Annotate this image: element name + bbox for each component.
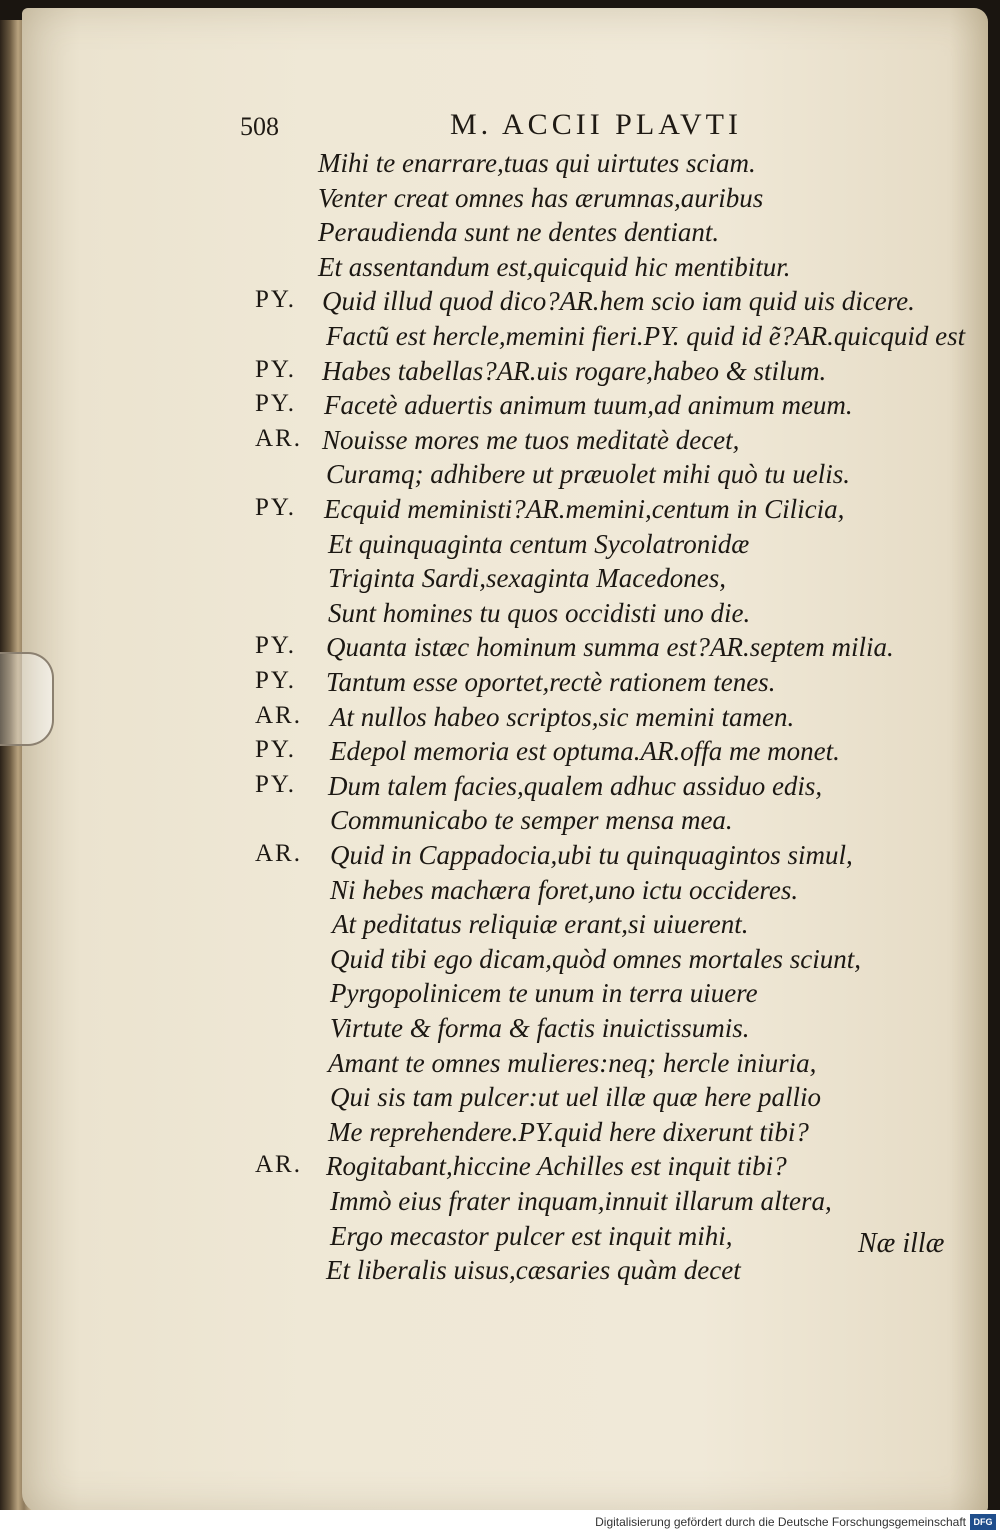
verse-text: Venter creat omnes has ærumnas,auribus — [318, 182, 764, 213]
verse-text: Virtute & forma & factis inuictissumis. — [330, 1013, 750, 1043]
verse-text: Immò eius frater inquam,innuit illarum altera, — [330, 1186, 832, 1216]
verse-line — [0, 1221, 1000, 1255]
verse-text: Tantum esse oportet,rectè rationem tenes. — [326, 667, 776, 697]
verse-line — [0, 1048, 1000, 1082]
verse-line — [0, 1186, 1000, 1220]
verse-line — [0, 356, 1000, 390]
verse-text: Edepol memoria est optuma.AR.offa me monet. — [330, 736, 840, 767]
verse-text: Sunt homines tu quos occidisti uno die. — [328, 597, 751, 628]
verse-line — [0, 183, 1000, 217]
verse-line — [0, 217, 1000, 251]
verse-text: Ni hebes machæra foret,uno ictu occideres. — [330, 874, 799, 905]
verse-line — [0, 148, 1000, 182]
verse-line — [0, 321, 1000, 355]
verse-line — [0, 978, 1000, 1012]
verse-line — [0, 632, 1000, 666]
verse-line — [0, 944, 1000, 978]
verse-text: Rogitabant,hiccine Achilles est inquit tibi? — [326, 1151, 787, 1182]
speaker-label: PY. — [255, 390, 296, 418]
speaker-label: PY. — [255, 770, 296, 798]
verse-line — [0, 702, 1000, 736]
page-number: 508 — [240, 112, 279, 141]
verse-text: Ecquid meministi?AR.memini,centum in Cilicia, — [324, 494, 845, 524]
verse-line — [0, 805, 1000, 839]
verse-text: Habes tabellas?AR.uis rogare,habeo & stilum. — [322, 355, 827, 386]
verse-line — [0, 252, 1000, 286]
verse-line — [0, 425, 1000, 459]
speaker-label: PY. — [255, 355, 296, 383]
verse-text: Peraudienda sunt ne dentes dentiant. — [318, 217, 720, 248]
footer-bar — [0, 1510, 1000, 1536]
verse-line — [0, 840, 1000, 874]
catchword: Næ illæ — [858, 1228, 945, 1259]
verse-text: Curamq; adhibere ut præuolet mihi quò tu uelis. — [326, 459, 850, 490]
verse-line — [0, 1013, 1000, 1047]
running-head: M. ACCII PLAVTI — [450, 108, 742, 141]
verse-line — [0, 529, 1000, 563]
verse-line — [0, 771, 1000, 805]
verse-line — [0, 286, 1000, 320]
verse-text: Quid illud quod dico?AR.hem scio iam quid uis dicere. — [322, 286, 915, 317]
speaker-label: AR. — [255, 701, 302, 729]
verse-line — [0, 1082, 1000, 1116]
verse-text: Mihi te enarrare,tuas qui uirtutes sciam. — [318, 148, 756, 178]
verse-text: Quanta istæc hominum summa est?AR.septem milia. — [326, 632, 894, 663]
footer-credit: Digitalisierung gefördert durch die Deutsche Forschungsgemeinschaft — [595, 1515, 966, 1529]
dfg-logo: DFG — [970, 1514, 996, 1530]
verse-line — [0, 459, 1000, 493]
speaker-label: PY. — [255, 494, 296, 521]
verse-text: Et liberalis uisus,cæsaries quàm decet — [326, 1255, 741, 1286]
verse-text: Pyrgopolinicem te unum in terra uiuere — [330, 978, 758, 1009]
verse-text: Nouisse mores me tuos meditatè decet, — [322, 424, 740, 455]
speaker-label: AR. — [255, 1151, 302, 1179]
verse-text: At nullos habeo scriptos,sic memini tamen. — [330, 701, 795, 732]
speaker-label: PY. — [255, 632, 296, 660]
speaker-label: AR. — [255, 840, 302, 867]
speaker-label: PY. — [255, 667, 296, 694]
verse-text: Dum talem facies,qualem adhuc assiduo edis, — [328, 770, 823, 801]
verse-line — [0, 909, 1000, 943]
verse-line — [0, 390, 1000, 424]
verse-line — [0, 667, 1000, 701]
speaker-label: PY. — [255, 736, 296, 764]
verse-line — [0, 1117, 1000, 1151]
verse-line — [0, 598, 1000, 632]
verse-text: At peditatus reliquiæ erant,si uiuerent. — [332, 909, 749, 940]
verse-text: Factũ est hercle,memini fieri.PY. quid id ẽ?AR.quicquid est — [326, 321, 966, 351]
verse-line — [0, 494, 1000, 528]
verse-line — [0, 875, 1000, 909]
verse-line — [0, 736, 1000, 770]
verse-text: Quid in Cappadocia,ubi tu quinquagintos simul, — [330, 840, 853, 870]
verse-text: Triginta Sardi,sexaginta Macedones, — [328, 563, 726, 594]
verse-text: Amant te omnes mulieres:neq; hercle iniuria, — [328, 1047, 817, 1078]
verse-text: Communicabo te semper mensa mea. — [330, 805, 733, 836]
verse-text: Qui sis tam pulcer:ut uel illæ quæ here pallio — [330, 1082, 821, 1113]
verse-line — [0, 1255, 1000, 1289]
verse-text: Me reprehendere.PY.quid here dixerunt tibi? — [328, 1116, 809, 1147]
verse-line — [0, 563, 1000, 597]
verse-text: Et assentandum est,quicquid hic mentibitur. — [318, 251, 791, 282]
speaker-label: PY. — [255, 286, 296, 314]
verse-text: Et quinquaginta centum Sycolatronidæ — [328, 528, 750, 559]
verse-line — [0, 1151, 1000, 1185]
verse-text: Ergo mecastor pulcer est inquit mihi, — [330, 1220, 733, 1251]
speaker-label: AR. — [255, 424, 302, 452]
verse-text: Facetè aduertis animum tuum,ad animum meum. — [324, 390, 853, 421]
verse-text: Quid tibi ego dicam,quòd omnes mortales sciunt, — [330, 943, 861, 974]
